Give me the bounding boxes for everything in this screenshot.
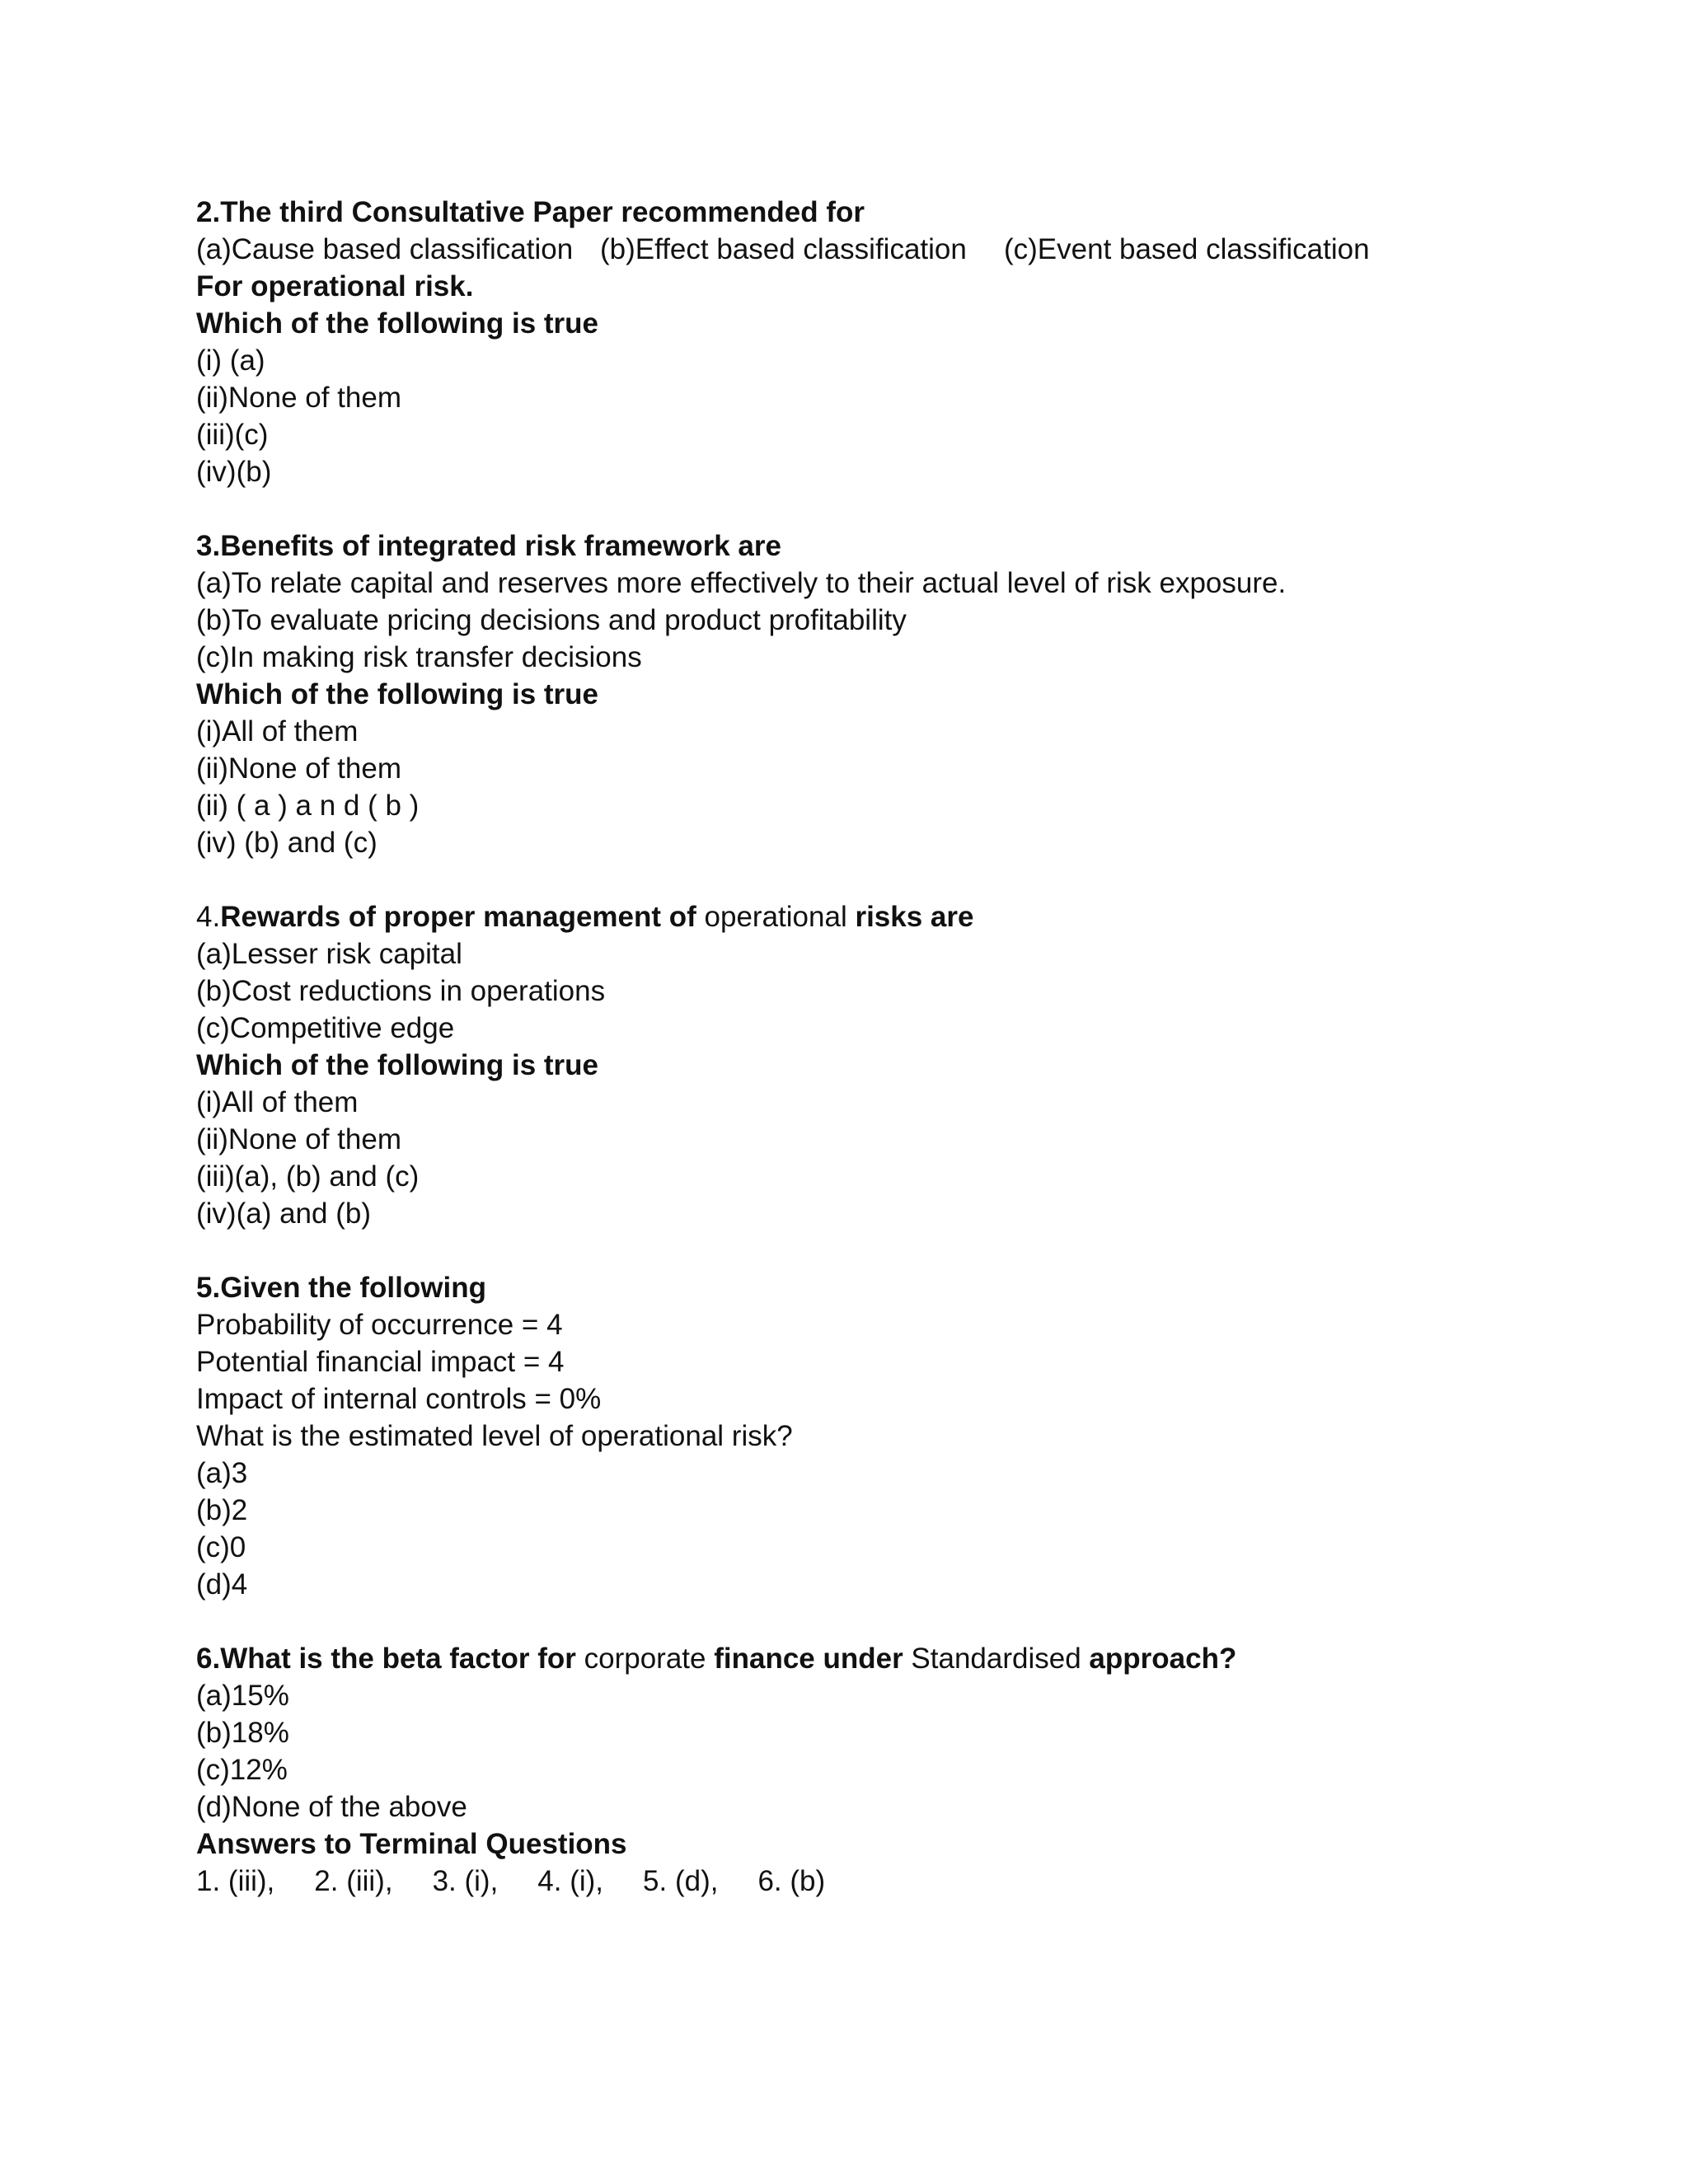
q4-option: (b)Cost reductions in operations (196, 975, 606, 1007)
q5-choice: (a)3 (196, 1457, 248, 1489)
q5-choice: (b)2 (196, 1494, 248, 1526)
q6-title-normal-2: Standardised (903, 1643, 1090, 1675)
q5-fact: Potential financial impact = 4 (196, 1346, 565, 1378)
q4-title-bold-1: Rewards of proper management of (220, 901, 696, 933)
q6-title-normal-1: corporate (575, 1643, 715, 1675)
q5-question: What is the estimated level of operational risk? (196, 1420, 793, 1452)
q4-option: (c)Competitive edge (196, 1012, 455, 1044)
q3-choice: (i)All of them (196, 715, 359, 748)
q3-option: (b)To evaluate pricing decisions and product profitability (196, 604, 907, 636)
q6-choice: (d)None of the above (196, 1791, 467, 1823)
q6-choice: (b)18% (196, 1717, 289, 1749)
q3-title: 3.Benefits of integrated risk framework are (196, 530, 781, 562)
q2-title: 2.The third Consultative Paper recommended for (196, 196, 865, 228)
q4-title (196, 898, 1663, 935)
answer-item: 6. (b) (757, 1865, 826, 1897)
q4-choice: (iv)(a) and (b) (196, 1197, 371, 1230)
q4-prompt: Which of the following is true (196, 1049, 599, 1081)
q2-choice: (iii)(c) (196, 419, 269, 451)
q5-title: 5.Given the following (196, 1272, 486, 1304)
answer-item: 4. (i), (537, 1865, 604, 1897)
q6-title-bold-2: finance under (714, 1643, 903, 1675)
answer-item: 5. (d), (643, 1865, 719, 1897)
q4-choice: (iii)(a), (b) and (c) (196, 1160, 420, 1193)
q4-choice: (ii)None of them (196, 1123, 401, 1155)
q5-fact: Probability of occurrence = 4 (196, 1309, 563, 1341)
q4-choice: (i)All of them (196, 1086, 359, 1118)
q6-title-bold-1: 6.What is the beta factor for (196, 1643, 576, 1675)
spacer (196, 1603, 1663, 1640)
q4-title-bold-2: risks are (855, 901, 974, 933)
q2-choice: (ii)None of them (196, 382, 401, 414)
answers-heading: Answers to Terminal Questions (196, 1828, 627, 1860)
q3-option: (a)To relate capital and reserves more effectively to their actual level of risk exposure. (196, 567, 1287, 599)
q2-prompt: Which of the following is true (196, 307, 599, 340)
q6-title (196, 1640, 1663, 1677)
q2-option-b: (b)Effect based classification (600, 233, 967, 265)
spacer (196, 861, 1663, 898)
q4-title-normal: operational (696, 901, 856, 933)
q5-fact: Impact of internal controls = 0% (196, 1383, 602, 1415)
q4-number: 4. (196, 901, 221, 933)
q2-choice: (iv)(b) (196, 456, 272, 488)
q2-choice: (i) (a) (196, 344, 265, 377)
q6-choice: (a)15% (196, 1680, 289, 1712)
answer-item: 3. (i), (432, 1865, 499, 1897)
q3-choice: (ii)None of them (196, 752, 401, 785)
q5-choice: (d)4 (196, 1568, 248, 1601)
q3-option: (c)In making risk transfer decisions (196, 641, 642, 673)
q3-choice: (ii) ( a ) a n d ( b ) (196, 790, 420, 822)
q4-option: (a)Lesser risk capital (196, 938, 462, 970)
q2-option-c: (c)Event based classification (1004, 233, 1370, 265)
q2-option-a: (a)Cause based classification (196, 233, 574, 265)
q6-title-bold-3: approach? (1089, 1643, 1237, 1675)
q3-choice: (iv) (b) and (c) (196, 827, 377, 859)
spacer (196, 1232, 1663, 1269)
q3-prompt: Which of the following is true (196, 678, 599, 710)
answer-item: 2. (iii), (314, 1865, 393, 1897)
q2-tail: For operational risk. (196, 270, 474, 302)
answer-item: 1. (iii), (196, 1865, 275, 1897)
spacer (196, 490, 1663, 527)
q2-options-row (196, 231, 1663, 268)
answers-row (196, 1863, 1663, 1900)
question-page (196, 194, 1663, 1900)
q6-choice: (c)12% (196, 1754, 288, 1786)
q5-choice: (c)0 (196, 1531, 246, 1563)
